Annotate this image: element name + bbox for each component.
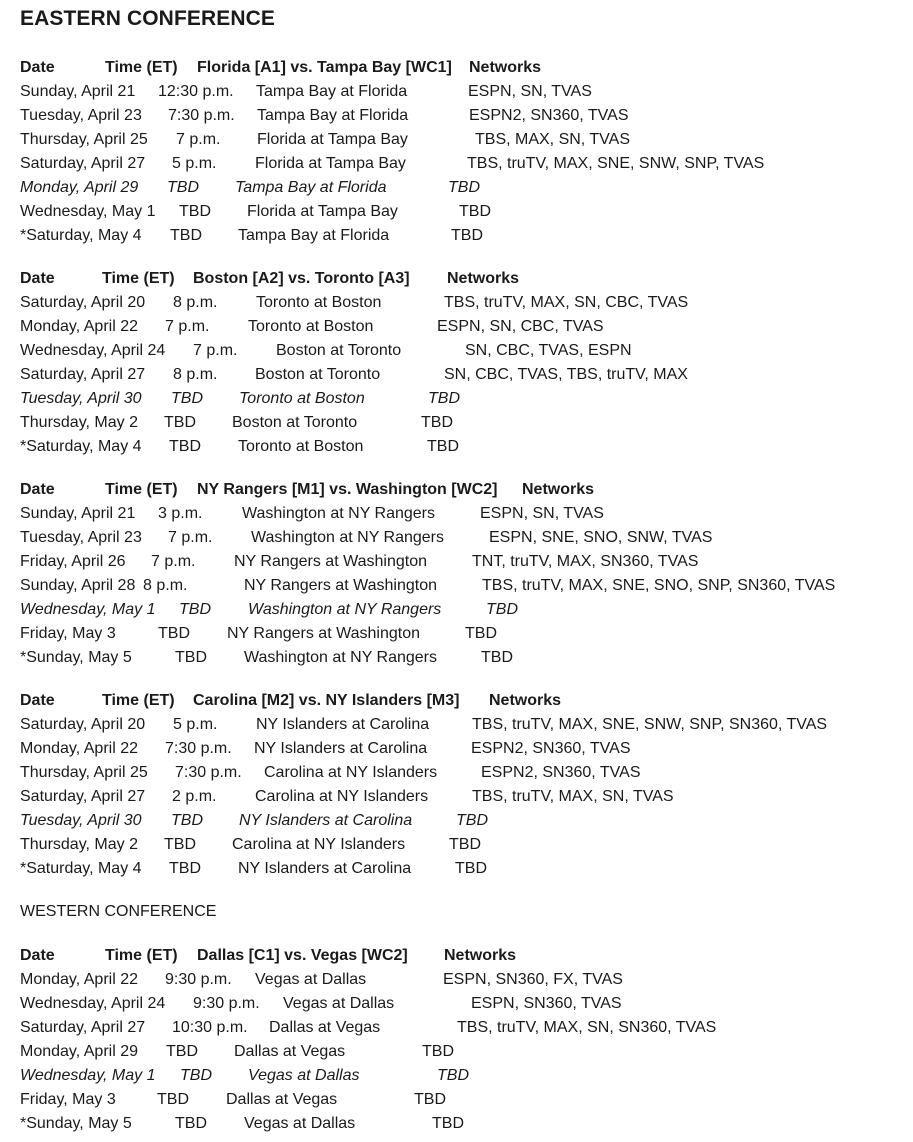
game-date: Wednesday, May 1 <box>20 1067 156 1084</box>
header-networks: Networks <box>444 947 517 964</box>
header-time: Time (ET) <box>105 947 178 964</box>
game-time: 2 p.m. <box>172 788 217 805</box>
game-date: Monday, April 22 <box>20 971 138 988</box>
game-time: TBD <box>164 414 196 431</box>
header-date: Date <box>20 947 55 964</box>
game-date: Friday, April 26 <box>20 553 126 570</box>
game-date: Thursday, April 25 <box>20 131 148 148</box>
game-networks: ESPN, SN, CBC, TVAS <box>437 318 604 335</box>
game-date: *Saturday, May 4 <box>20 860 142 877</box>
game-matchup: Tampa Bay at Florida <box>238 227 390 244</box>
game-time: TBD <box>158 625 190 642</box>
game-date: Thursday, May 2 <box>20 836 138 853</box>
game-time: 5 p.m. <box>173 716 218 733</box>
game-matchup: Vegas at Dallas <box>244 1115 356 1132</box>
game-networks: TBS, truTV, MAX, SNE, SNW, SNP, TVAS <box>467 155 765 172</box>
game-matchup: Toronto at Boston <box>238 438 364 455</box>
game-networks: TBS, truTV, MAX, SNE, SNW, SNP, SN360, TVAS <box>472 716 828 733</box>
game-networks: TBS, truTV, MAX, SN, TVAS <box>472 788 674 805</box>
game-networks: TBS, truTV, MAX, SN, SN360, TVAS <box>457 1019 717 1036</box>
game-networks: TBD <box>449 836 481 853</box>
game-date: Saturday, April 20 <box>20 294 146 311</box>
game-time: 10:30 p.m. <box>172 1019 248 1036</box>
game-matchup: Dallas at Vegas <box>269 1019 381 1036</box>
game-matchup: Washington at NY Rangers <box>251 529 444 546</box>
game-matchup: Dallas at Vegas <box>234 1043 346 1060</box>
game-time: TBD <box>171 390 203 407</box>
game-time: TBD <box>164 836 196 853</box>
header-matchup: Carolina [M2] vs. NY Islanders [M3] <box>193 692 460 709</box>
game-matchup: NY Islanders at Carolina <box>256 716 430 733</box>
game-networks: SN, CBC, TVAS, ESPN <box>465 342 632 359</box>
game-matchup: NY Rangers at Washington <box>234 553 427 570</box>
game-networks: TBD <box>448 179 480 196</box>
header-networks: Networks <box>447 270 520 287</box>
game-networks: ESPN2, SN360, TVAS <box>471 740 631 757</box>
game-matchup: Tampa Bay at Florida <box>257 107 409 124</box>
game-date: Wednesday, May 1 <box>20 203 156 220</box>
header-date: Date <box>20 59 55 76</box>
game-time: 9:30 p.m. <box>193 995 260 1012</box>
game-time: TBD <box>169 438 201 455</box>
game-matchup: Boston at Toronto <box>232 414 358 431</box>
game-date: *Saturday, May 4 <box>20 438 142 455</box>
game-matchup: Carolina at NY Islanders <box>264 764 438 781</box>
game-matchup: NY Rangers at Washington <box>227 625 420 642</box>
game-networks: TBD <box>456 812 488 829</box>
game-matchup: Washington at NY Rangers <box>244 649 437 666</box>
game-date: Saturday, April 27 <box>20 1019 146 1036</box>
game-matchup: Vegas at Dallas <box>248 1067 360 1084</box>
game-date: Tuesday, April 23 <box>20 107 142 124</box>
game-time: 9:30 p.m. <box>165 971 232 988</box>
header-time: Time (ET) <box>102 270 175 287</box>
game-matchup: Florida at Tampa Bay <box>255 155 406 172</box>
game-networks: ESPN, SN, TVAS <box>468 83 592 100</box>
game-time: 7 p.m. <box>176 131 221 148</box>
game-time: TBD <box>179 601 211 618</box>
game-time: 7 p.m. <box>165 318 210 335</box>
game-date: Wednesday, April 24 <box>20 995 166 1012</box>
header-matchup: NY Rangers [M1] vs. Washington [WC2] <box>197 481 498 498</box>
game-date: *Saturday, May 4 <box>20 227 142 244</box>
game-time: 8 p.m. <box>173 366 218 383</box>
game-date: Sunday, April 28 <box>20 577 136 594</box>
game-networks: TNT, truTV, MAX, SN360, TVAS <box>472 553 699 570</box>
game-networks: TBD <box>455 860 487 877</box>
game-date: *Sunday, May 5 <box>20 649 132 666</box>
game-time: TBD <box>175 649 207 666</box>
game-date: Wednesday, April 24 <box>20 342 166 359</box>
game-matchup: Vegas at Dallas <box>255 971 367 988</box>
game-matchup: Boston at Toronto <box>255 366 381 383</box>
game-date: Wednesday, May 1 <box>20 601 156 618</box>
game-date: Friday, May 3 <box>20 1091 116 1108</box>
game-time: 8 p.m. <box>143 577 188 594</box>
game-matchup: Tampa Bay at Florida <box>256 83 408 100</box>
header-date: Date <box>20 481 55 498</box>
game-time: 5 p.m. <box>172 155 217 172</box>
game-networks: TBD <box>481 649 513 666</box>
game-matchup: Toronto at Boston <box>248 318 374 335</box>
game-date: Sunday, April 21 <box>20 505 136 522</box>
game-matchup: Florida at Tampa Bay <box>257 131 408 148</box>
game-networks: TBD <box>427 438 459 455</box>
header-matchup: Florida [A1] vs. Tampa Bay [WC1] <box>197 59 452 76</box>
header-time: Time (ET) <box>105 481 178 498</box>
game-networks: ESPN2, SN360, TVAS <box>469 107 629 124</box>
game-matchup: NY Rangers at Washington <box>244 577 437 594</box>
game-time: 7:30 p.m. <box>165 740 232 757</box>
game-matchup: NY Islanders at Carolina <box>239 812 413 829</box>
game-matchup: Florida at Tampa Bay <box>247 203 398 220</box>
game-date: Thursday, May 2 <box>20 414 138 431</box>
game-networks: ESPN, SNE, SNO, SNW, TVAS <box>489 529 713 546</box>
game-date: Saturday, April 27 <box>20 366 146 383</box>
header-time: Time (ET) <box>102 692 175 709</box>
game-time: TBD <box>175 1115 207 1132</box>
game-time: 3 p.m. <box>158 505 203 522</box>
game-networks: TBS, MAX, SN, TVAS <box>475 131 630 148</box>
game-matchup: NY Islanders at Carolina <box>238 860 412 877</box>
header-date: Date <box>20 270 55 287</box>
game-networks: TBD <box>432 1115 464 1132</box>
game-networks: TBD <box>428 390 460 407</box>
game-time: TBD <box>157 1091 189 1108</box>
game-time: TBD <box>166 1043 198 1060</box>
header-networks: Networks <box>489 692 562 709</box>
game-networks: TBD <box>421 414 453 431</box>
game-networks: TBS, truTV, MAX, SNE, SNO, SNP, SN360, TVAS <box>482 577 836 594</box>
game-networks: ESPN, SN360, TVAS <box>471 995 622 1012</box>
header-matchup: Dallas [C1] vs. Vegas [WC2] <box>197 947 408 964</box>
game-matchup: Dallas at Vegas <box>226 1091 338 1108</box>
header-matchup: Boston [A2] vs. Toronto [A3] <box>193 270 410 287</box>
game-time: TBD <box>170 227 202 244</box>
game-date: Monday, April 22 <box>20 318 138 335</box>
game-time: 7 p.m. <box>193 342 238 359</box>
game-time: TBD <box>179 203 211 220</box>
header-networks: Networks <box>469 59 542 76</box>
header-date: Date <box>20 692 55 709</box>
game-date: Thursday, April 25 <box>20 764 148 781</box>
game-time: 7:30 p.m. <box>168 107 235 124</box>
game-date: Friday, May 3 <box>20 625 116 642</box>
game-matchup: Toronto at Boston <box>239 390 365 407</box>
game-date: Monday, April 29 <box>20 179 139 196</box>
game-matchup: Washington at NY Rangers <box>248 601 442 618</box>
game-matchup: Washington at NY Rangers <box>242 505 435 522</box>
game-time: 7 p.m. <box>151 553 196 570</box>
game-time: 7 p.m. <box>168 529 213 546</box>
game-date: Saturday, April 27 <box>20 788 146 805</box>
game-networks: TBD <box>465 625 497 642</box>
game-matchup: Boston at Toronto <box>276 342 402 359</box>
game-matchup: Vegas at Dallas <box>283 995 395 1012</box>
game-date: Monday, April 29 <box>20 1043 138 1060</box>
game-networks: TBD <box>451 227 483 244</box>
game-date: Saturday, April 27 <box>20 155 146 172</box>
game-networks: TBD <box>459 203 491 220</box>
game-date: Tuesday, April 30 <box>20 390 142 407</box>
game-networks: TBD <box>414 1091 446 1108</box>
game-date: Monday, April 22 <box>20 740 138 757</box>
header-networks: Networks <box>522 481 595 498</box>
game-matchup: Carolina at NY Islanders <box>255 788 429 805</box>
game-networks: TBD <box>437 1067 469 1084</box>
game-networks: ESPN, SN360, FX, TVAS <box>443 971 623 988</box>
game-networks: TBD <box>422 1043 454 1060</box>
game-time: TBD <box>167 179 199 196</box>
conference-heading-western: WESTERN CONFERENCE <box>20 903 217 920</box>
game-date: Saturday, April 20 <box>20 716 146 733</box>
game-networks: ESPN2, SN360, TVAS <box>481 764 641 781</box>
game-time: 7:30 p.m. <box>175 764 242 781</box>
game-date: *Sunday, May 5 <box>20 1115 132 1132</box>
game-matchup: Carolina at NY Islanders <box>232 836 406 853</box>
game-date: Tuesday, April 30 <box>20 812 142 829</box>
game-time: 8 p.m. <box>173 294 218 311</box>
game-time: 12:30 p.m. <box>158 83 234 100</box>
game-matchup: NY Islanders at Carolina <box>254 740 428 757</box>
game-date: Tuesday, April 23 <box>20 529 142 546</box>
header-time: Time (ET) <box>105 59 178 76</box>
conference-heading-eastern: EASTERN CONFERENCE <box>20 7 275 30</box>
game-time: TBD <box>180 1067 212 1084</box>
game-networks: TBS, truTV, MAX, SN, CBC, TVAS <box>444 294 689 311</box>
game-date: Sunday, April 21 <box>20 83 136 100</box>
game-networks: TBD <box>486 601 518 618</box>
game-time: TBD <box>169 860 201 877</box>
game-matchup: Toronto at Boston <box>256 294 382 311</box>
game-networks: ESPN, SN, TVAS <box>480 505 604 522</box>
game-time: TBD <box>171 812 203 829</box>
game-networks: SN, CBC, TVAS, TBS, truTV, MAX <box>444 366 688 383</box>
game-matchup: Tampa Bay at Florida <box>235 179 387 196</box>
